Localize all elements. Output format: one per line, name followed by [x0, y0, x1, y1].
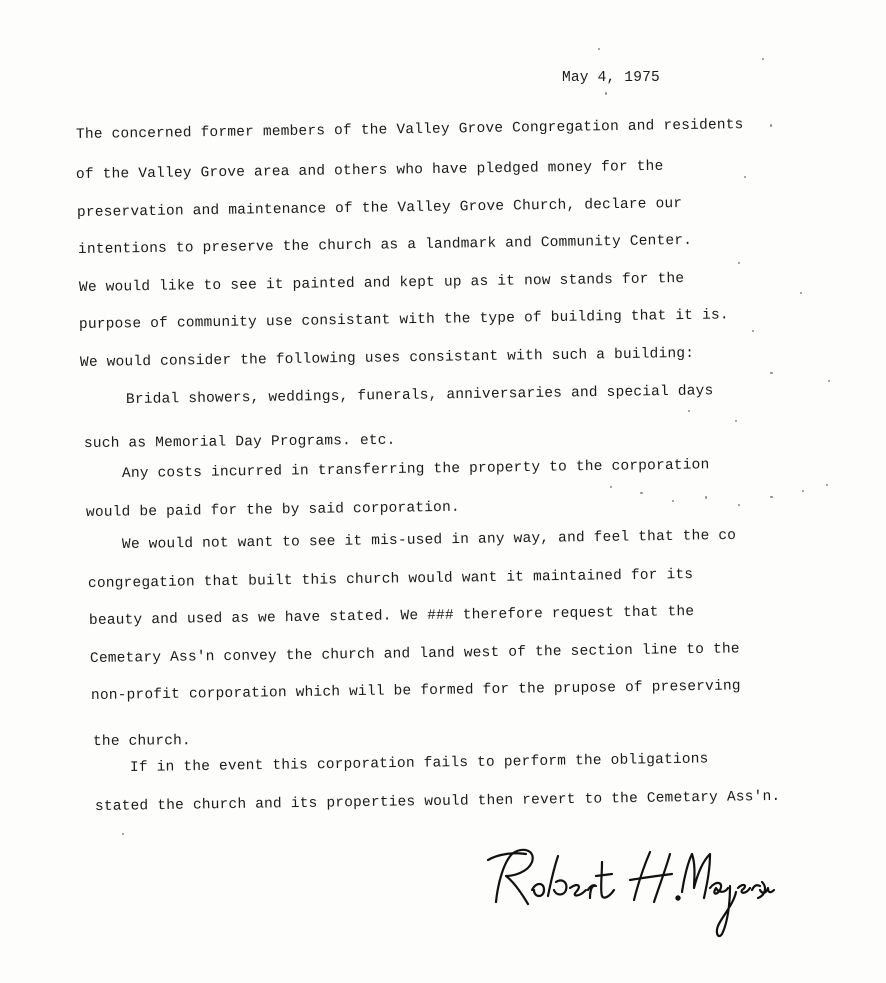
scan-speck	[828, 380, 830, 382]
body-line: of the Valley Grove area and others who have pledged money for the	[75, 158, 664, 183]
body-line: We would consider the following uses consistant with such a building:	[79, 345, 695, 371]
scan-speck	[598, 48, 600, 50]
body-line: If in the event this corporation fails to perform the obligations	[129, 751, 709, 776]
scan-speck	[826, 484, 828, 486]
body-line: Any costs incurred in transferring the property to the corporation	[121, 457, 710, 482]
scan-speck	[705, 496, 707, 499]
scan-speck	[802, 490, 804, 492]
scan-speck	[738, 504, 740, 506]
body-line: stated the church and its properties would then revert to the Cemetary Ass'n.	[94, 788, 781, 815]
scan-speck	[770, 372, 773, 374]
scan-speck	[610, 486, 612, 488]
scan-speck	[688, 410, 690, 412]
body-line: non-profit corporation which will be formed for the prupose of preserving	[90, 678, 741, 704]
body-line: congregation that built this church would want it maintained for its	[87, 567, 694, 592]
body-line: the church.	[92, 733, 191, 750]
body-line: We would not want to see it mis-used in any way, and feel that the co	[121, 527, 737, 553]
body-line: Cemetary Ass'n convey the church and land west of the section line to the	[89, 641, 740, 667]
scan-speck	[122, 833, 124, 835]
body-line: Bridal showers, weddings, funerals, anniversaries and special days	[125, 383, 714, 408]
body-line: would be paid for the by said corporation.	[85, 499, 460, 521]
scan-speck	[672, 500, 674, 502]
body-line: such as Memorial Day Programs. etc.	[83, 432, 396, 452]
scan-speck	[735, 420, 737, 422]
letter-date: May 4, 1975	[562, 70, 660, 86]
scan-speck	[738, 262, 740, 264]
signature	[478, 832, 778, 952]
scan-speck	[605, 92, 607, 95]
scan-speck	[744, 176, 746, 178]
body-line: purpose of community use consistant with the type of building that it is.	[78, 307, 729, 333]
body-line: beauty and used as we have stated. We ### therefore request that the	[88, 604, 695, 629]
scan-speck	[640, 492, 643, 494]
scan-speck	[800, 292, 802, 294]
body-line: intentions to preserve the church as a landmark and Community Center.	[77, 232, 693, 258]
signature-drawing	[478, 832, 778, 952]
scan-speck	[752, 330, 754, 332]
scan-speck	[770, 124, 772, 127]
scan-speck	[770, 496, 773, 498]
scan-speck	[762, 58, 764, 60]
body-line: The concerned former members of the Valley Grove Congregation and residents	[75, 117, 744, 143]
body-line: preservation and maintenance of the Valley Grove Church, declare our	[76, 196, 683, 221]
body-line: We would like to see it painted and kept up as it now stands for the	[78, 271, 685, 296]
